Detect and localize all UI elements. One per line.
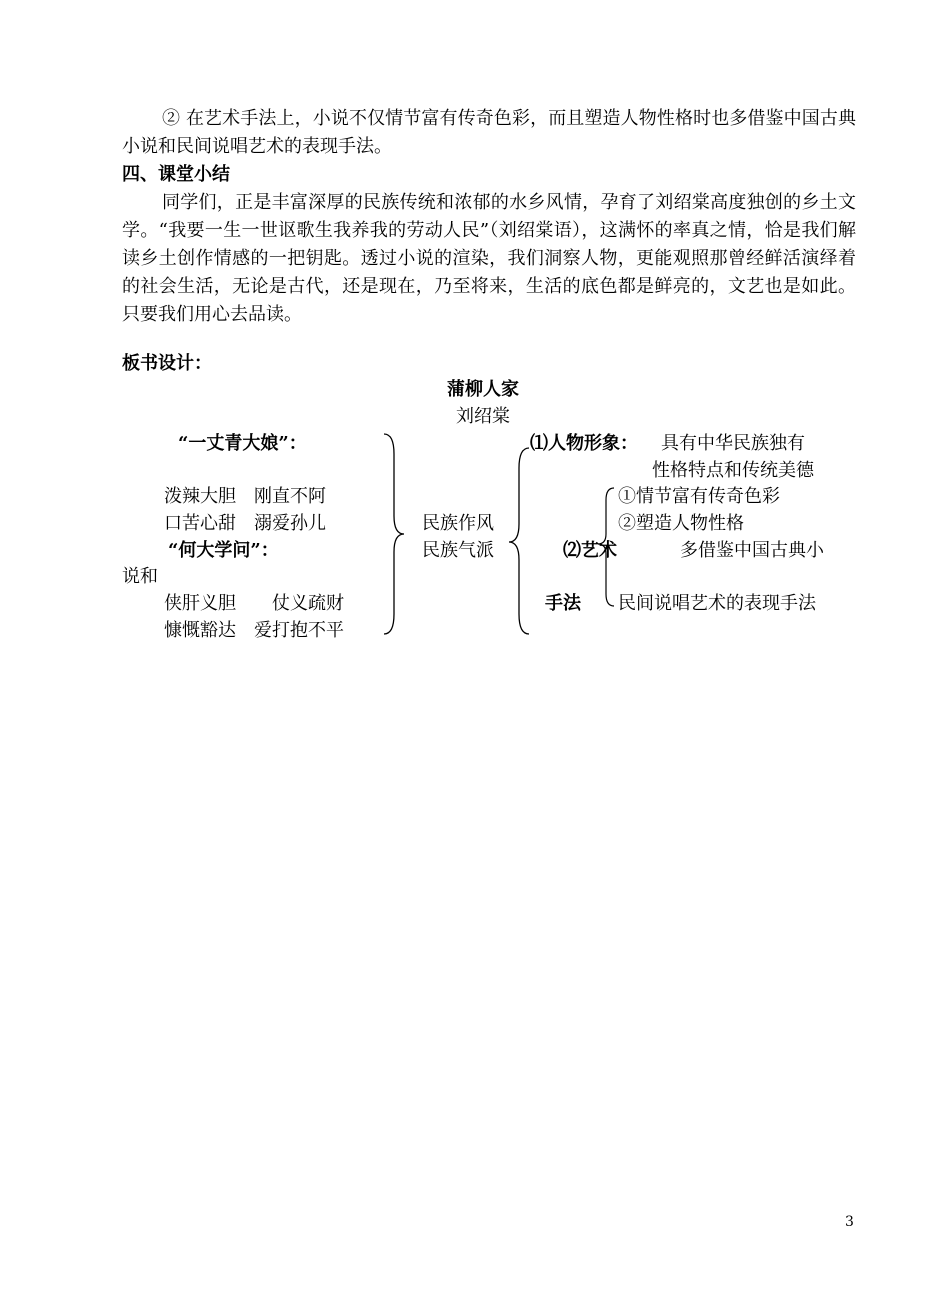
page-number: 3 (845, 1214, 854, 1230)
board-author: 刘绍棠 (456, 406, 510, 427)
art-sub-3: 民间说唱艺术的表现手法 (618, 593, 816, 614)
character-2-label: “何大学问”： (168, 540, 279, 561)
item-1-text: 具有中华民族独有 (661, 433, 805, 454)
small-brace-icon (596, 486, 618, 608)
right-brace-icon (378, 432, 408, 636)
art-sub-2-cont: 多借鉴中国古典小 (680, 540, 824, 561)
summary-paragraph: 同学们，正是丰富深厚的民族传统和浓郁的水乡风情，孕育了刘绍棠高度独创的乡土文学。“我要一生一世讴歌生我养我的劳动人民”（刘绍棠语），这满怀的率真之情，恰是我们解读乡土创作情感的一把钥匙。透过小说的渲染，我们洞察人物，更能观照那曾经鲜活演绎着的社会生活，无论是古代，还是现在，乃至将来，生活的底色都是鲜亮的，文艺也是如此。只要我们用心去品读。 (122, 192, 856, 325)
left-brace-icon (505, 446, 535, 636)
middle-label: 民族气派 (422, 540, 494, 561)
board-heading: 板书设计： (122, 353, 212, 374)
item-1-text: 性格特点和传统美德 (652, 460, 814, 481)
item-2-label: ⑵艺术 (563, 540, 617, 561)
character-1-trait: 泼辣大胆 刚直不阿 (164, 486, 326, 507)
art-sub-2: ②塑造人物性格 (618, 513, 744, 534)
art-sub-1: ①情节富有传奇色彩 (618, 486, 780, 507)
section-heading: 四、课堂小结 (122, 164, 230, 185)
character-1-label: “一丈青大娘”： (178, 433, 307, 454)
character-2-trait: 慷慨豁达 爱打抱不平 (164, 620, 344, 641)
middle-label: 民族作风 (422, 513, 494, 534)
character-2-trait: 侠肝义胆 仗义疏财 (164, 593, 344, 614)
intro-point-2: ② 在艺术手法上，小说不仅情节富有传奇色彩，而且塑造人物性格时也多借鉴中国古典小说和民间说唱艺术的表现手法。 (122, 108, 856, 157)
character-2-overflow: 说和 (122, 566, 158, 587)
character-1-trait: 口苦心甜 溺爱孙儿 (164, 513, 326, 534)
board-title: 蒲柳人家 (447, 379, 519, 400)
item-2-label: 手法 (545, 593, 581, 614)
item-1-label: ⑴人物形象： (530, 433, 638, 454)
